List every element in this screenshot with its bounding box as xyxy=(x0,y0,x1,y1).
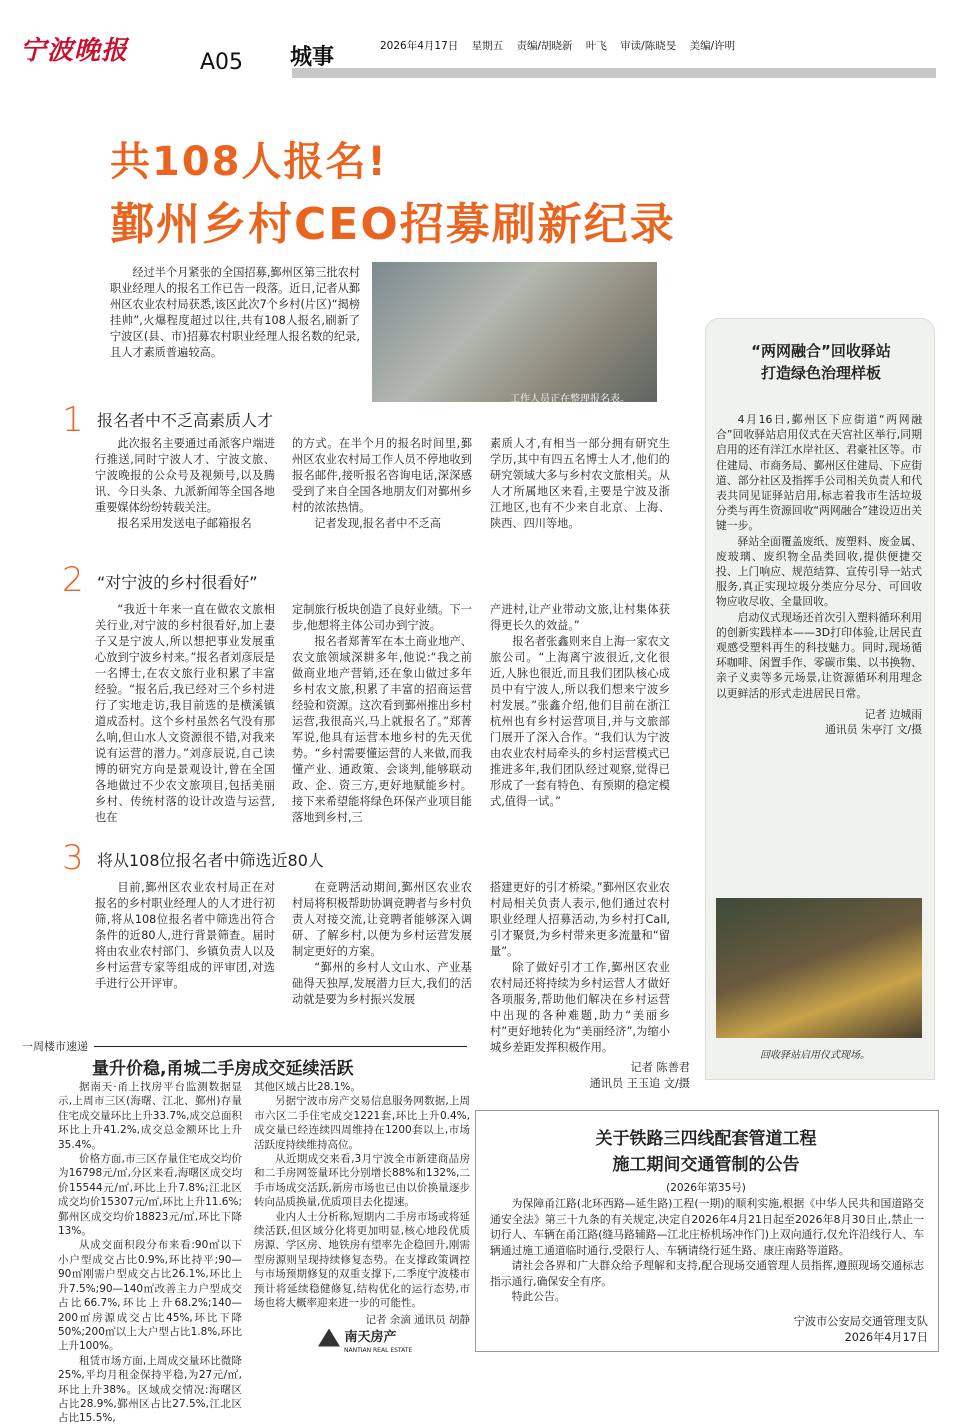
lead-photo xyxy=(372,262,657,402)
masthead-logo: 宁波晚报 xyxy=(20,36,129,66)
section-column: 的方式。在半个月的报名时间里,鄞州区农业农村局工作人员不停地收到报名邮件,接听报名咨询电话,深深感受到了来自全国各地朋友们对鄞州乡村的浓浓热情。 记者发现,报名者中不乏高 xyxy=(292,437,472,530)
section-title: 报名者中不乏高素质人才 xyxy=(97,411,274,430)
sponsor-logo: 南天房产 NANTIAN REAL ESTATE xyxy=(318,1326,412,1354)
weekday: 星期五 xyxy=(471,40,504,52)
sidebar-text: 4月16日,鄞州区下应街道“两网融合”回收驿站启用仪式在天宫社区举行,同期启用的还有洋江水岸社区、君豪社区等。市住建局、市商务局、鄞州区住建局、下应街道、部分社区及指挥手公司相关负责人和代表共同见证驿站启用,标志着我市生活垃圾分类与再生资源回收“两网融合”建设迈出关键一步。 驿站全面覆盖废纸、废塑料、废金属、废玻璃、废织物全品类回收,提供便捷交投、上门响应、规范结算、宣传引导一站式服务,真正实现垃圾分类应分尽分、可回收物应收尽收、全量回收。 启动仪式现场还首次引入塑料循环利用的创新实践样本——3D打印体验,让居民直观感受塑料再生的科技魅力。同时,现场循环咖啡、闲置手作、零碳市集、以书换物、亲子义卖等多元场景,让资源循环利用理念以更鲜活的形式走进居民日常。 记者 边城雨 通讯员 朱亭汀 文/摄 xyxy=(716,413,922,737)
person: 叶飞 xyxy=(585,40,607,52)
headline-line2: 鄞州乡村CEO招募刷新纪录 xyxy=(110,199,676,250)
market-title: 量升价稳,甬城二手房成交延续活跃 xyxy=(92,1059,354,1079)
section-column: 产进村,让产业带动文旅,让村集体获得更长久的效益。” 报名者张鑫则来自上海一家农文旅公司。“上海离宁波很近,文化很近,人脉也很近,而且我们团队核心成员中有宁波人,所以我们想来宁波乡村发展。”张鑫介绍,他们目前在浙江杭州也有乡村运营项目,并与文旅部门展开了深入合作。“我们认为宁波由农业农村局牵头的乡村运营模式已推进多年,我们团队经过观察,觉得已形成了一套有特色、有预期的稳定模式,值得一试。” xyxy=(490,603,670,808)
section-number: 2 xyxy=(62,560,84,600)
notice-text: 为保障甬江路(北环西路—延生路)工程(一期)的顺利实施,根据《中华人民共和国道路交通安全法》第三十九条的有关规定,决定自2026年4月21日起至2026年8月30日止,禁止一切行人、车辆在甬江路(缝马路辅路—江北庄桥机场冲作门)上双向通行,仅允许沿线行人、车辆通过施工通道临时通行,受限行人、车辆请绕行延生路、康庄南路等道路。 请社会各界和广大群众给予理解和支持,配合现场交通管理人员指挥,遵照现场交通标志指示通行,确保安全有序。 特此公告。 xyxy=(490,1197,924,1303)
editor: 责编/胡晓新 xyxy=(516,40,573,52)
headline-line1: 共108人报名! xyxy=(110,139,388,185)
section-number: 1 xyxy=(62,400,84,440)
byline: 记者 陈善君 通讯员 王玉追 文/摄 xyxy=(589,1061,690,1090)
section-name: 城事 xyxy=(290,45,335,70)
notice-title: 关于铁路三四线配套管道工程 施工期间交通管制的公告 xyxy=(595,1129,817,1175)
sidebar-photo xyxy=(716,898,922,1038)
section-column: 此次报名主要通过甬派客户端进行推送,同时宁波人才、宁波文旅、宁波晚报的公众号及视频号,以及腾讯、今日头条、九派新闻等全国各地重要媒体纷纷转载关注。 报名采用发送电子邮箱报名 xyxy=(95,437,275,530)
market-column: 其他区域占比28.1%。 另据宁波市房产交易信息服务网数据,上周市六区二手住宅成交1221套,环比上升0.4%,成交量已经连续四周维持在1200套以上,市场活跃度持续维持高位。 从近期成交来看,3月宁波全市新建商品房和二手房网签量环比分别增长88%和132%,二手市场成交活跃,新房市场也已由以价换量逐步转向品质换量,优质项目去化提速。 业内人士分析称,短期内二手房市场或将延续活跃,但区域分化将更加明显,核心地段优质房源、学区房、地铁房有望率先企稳回升,刚需型房源则呈现持续修复态势。在支撑政策调控与市场预期修复的双重支撑下,二季度宁波楼市预计将延续稳健修复,结构优化的运行态势,市场也将大概率迎来进一步的可能性。 记者 余滴 通讯员 胡静 xyxy=(254,1081,470,1326)
reviewer: 审读/陈晓旻 xyxy=(620,40,677,52)
section-column: 在竞聘活动期间,鄞州区农业农村局将积极帮助协调竞聘者与乡村负责人对接交流,让竞聘者能够深入调研、了解乡村,以便为乡村运营发展制定更好的方案。 “鄞州的乡村人文山水、产业基础得天独厚,发展潜力巨大,我们的活动就是要为乡村振兴发展 xyxy=(292,881,472,1006)
section-column: 素质人才,有相当一部分拥有研究生学历,其中有四五名博士人才,他们的研究领域大多与乡村农文旅相关。从人才所属地区来看,主要是宁波及浙江地区,也有不少来自北京、上海、陕西、四川等地。 xyxy=(490,437,670,530)
section-column: 定制旅行板块创造了良好业绩。下一步,他想将主体公司办到宁波。 报名者郑菁军在本土商业地产、农文旅领域深耕多年,他说:“我之前做商业地产营销,还在象山做过多年乡村农文旅,积累了丰富的招商运营经验和资源。这次看到鄞州推出乡村运营,我很高兴,马上就报名了。”郑菁军说,他具有运营本地乡村的先天优势。“乡村需要懂运营的人来做,而我懂产业、通政策、会谈判,能够联动政、企、资三方,更好地赋能乡村。接下来希望能将绿色环保产业项目能落地到乡村,三 xyxy=(292,603,472,824)
lead-photo-caption: 工作人员正在整理报名表。 xyxy=(510,394,630,405)
section-title: “对宁波的乡村很看好” xyxy=(97,573,258,592)
section-column: 目前,鄞州区农业农村局正在对报名的乡村职业经理人的人才进行初筛,将从108位报名者中筛选出符合条件的近80人,进行背景筛查。届时将由农业农村部门、乡镇负责人以及乡村运营专家等组成的评审团,对选手进行公开评审。 xyxy=(95,881,275,990)
section-title: 将从108位报名者中筛选近80人 xyxy=(97,851,324,870)
page-number: A05 xyxy=(200,50,244,75)
issue-date: 2026年4月17日 xyxy=(380,40,459,52)
lead-paragraph: 经过半个月紧张的全国招募,鄞州区第三批农村职业经理人的报名工作已告一段落。近日,记者从鄞州区农业农村局获悉,该区此次7个乡村(片区)“揭榜挂帅”,火爆程度超过以往,共有108人报名,刷新了宁波区(县、市)招募农村职业经理人报名数的纪录,且人才素质普遍较高。 xyxy=(110,266,360,359)
section-column: 搭建更好的引才桥梁。”鄞州区农业农村局相关负责人表示,他们通过农村职业经理人招募活动,为乡村打Call,引才聚贤,为乡村带来更多流量和“留量”。 除了做好引才工作,鄞州区农业农村局还将持续为乡村运营人才做好各项服务,帮助他们解决在乡村运营中出现的各种难题,助力“美丽乡村”更好地转化为“美丽经济”,为缩小城乡差距发挥积极作用。 xyxy=(490,881,670,1054)
sidebar-photo-caption: 回收驿站启用仪式现场。 xyxy=(760,1050,870,1061)
market-kicker: 一周楼市速递 xyxy=(22,1038,94,1054)
designer: 美编/许明 xyxy=(689,40,736,52)
section-number: 3 xyxy=(62,838,84,878)
header-info xyxy=(380,38,745,53)
notice-signature: 宁波市公安局交通管理支队 2026年4月17日 xyxy=(793,1315,928,1344)
sidebar-title: “两网融合”回收驿站 打造绿色治理样板 xyxy=(751,342,891,382)
section-column: “我近十年来一直在做农文旅相关行业,对宁波的乡村很看好,加上妻子又是宁波人,所以想把事业发展重心放到宁波乡村来。”报名者刘彦辰是一名博士,在农文旅行业积累了丰富经验。“报名后,我已经对三个乡村进行了实地走访,我目前选的是横溪镇道成岙村。这个乡村虽然名气没有那么响,但山水人文资源很不错,对我来说有运营的潜力。”刘彦辰说,自己读博的研究方向是景观设计,曾在全国各地做过不少农文旅项目,包括美丽乡村、传统村落的设计改造与运营,也在 xyxy=(95,603,275,824)
notice-number: (2026年第35号) xyxy=(666,1182,746,1194)
market-column: 据南天·甬上找房平台监测数据显示,上周市三区(海曙、江北、鄞州)存量住宅成交量环比上升33.7%,成交总面积环比上升41.2%,成交总金额环比上升35.4%。 价格方面,市三区存量住宅成交均价为16798元/㎡,分区来看,海曙区成交均价15544元/㎡,环比上升7.8%;江北区成交均价15307元/㎡,环比上升11.6%;鄞州区成交均价18823元/㎡,环比下降13%。 从成交面积段分布来看:90㎡以下小户型成交占比0.9%,环比持平;90—90㎡刚需户型成交占比26.1%,环比上升7.5%;90—140㎡改善主力户型成交占比66.7%,环比上升68.2%;140—200㎡房源成交占比45%,环比下降50%;200㎡以上大户型占比1.8%,环比上升100%。 租赁市场方面,上周成交量环比微降25%,平均月租金保持平稳,为27元/㎡,环比上升38%。区域成交情况:海曙区占比28.9%,鄞州区占比27.5%,江北区占比15.5%, xyxy=(58,1081,242,1425)
